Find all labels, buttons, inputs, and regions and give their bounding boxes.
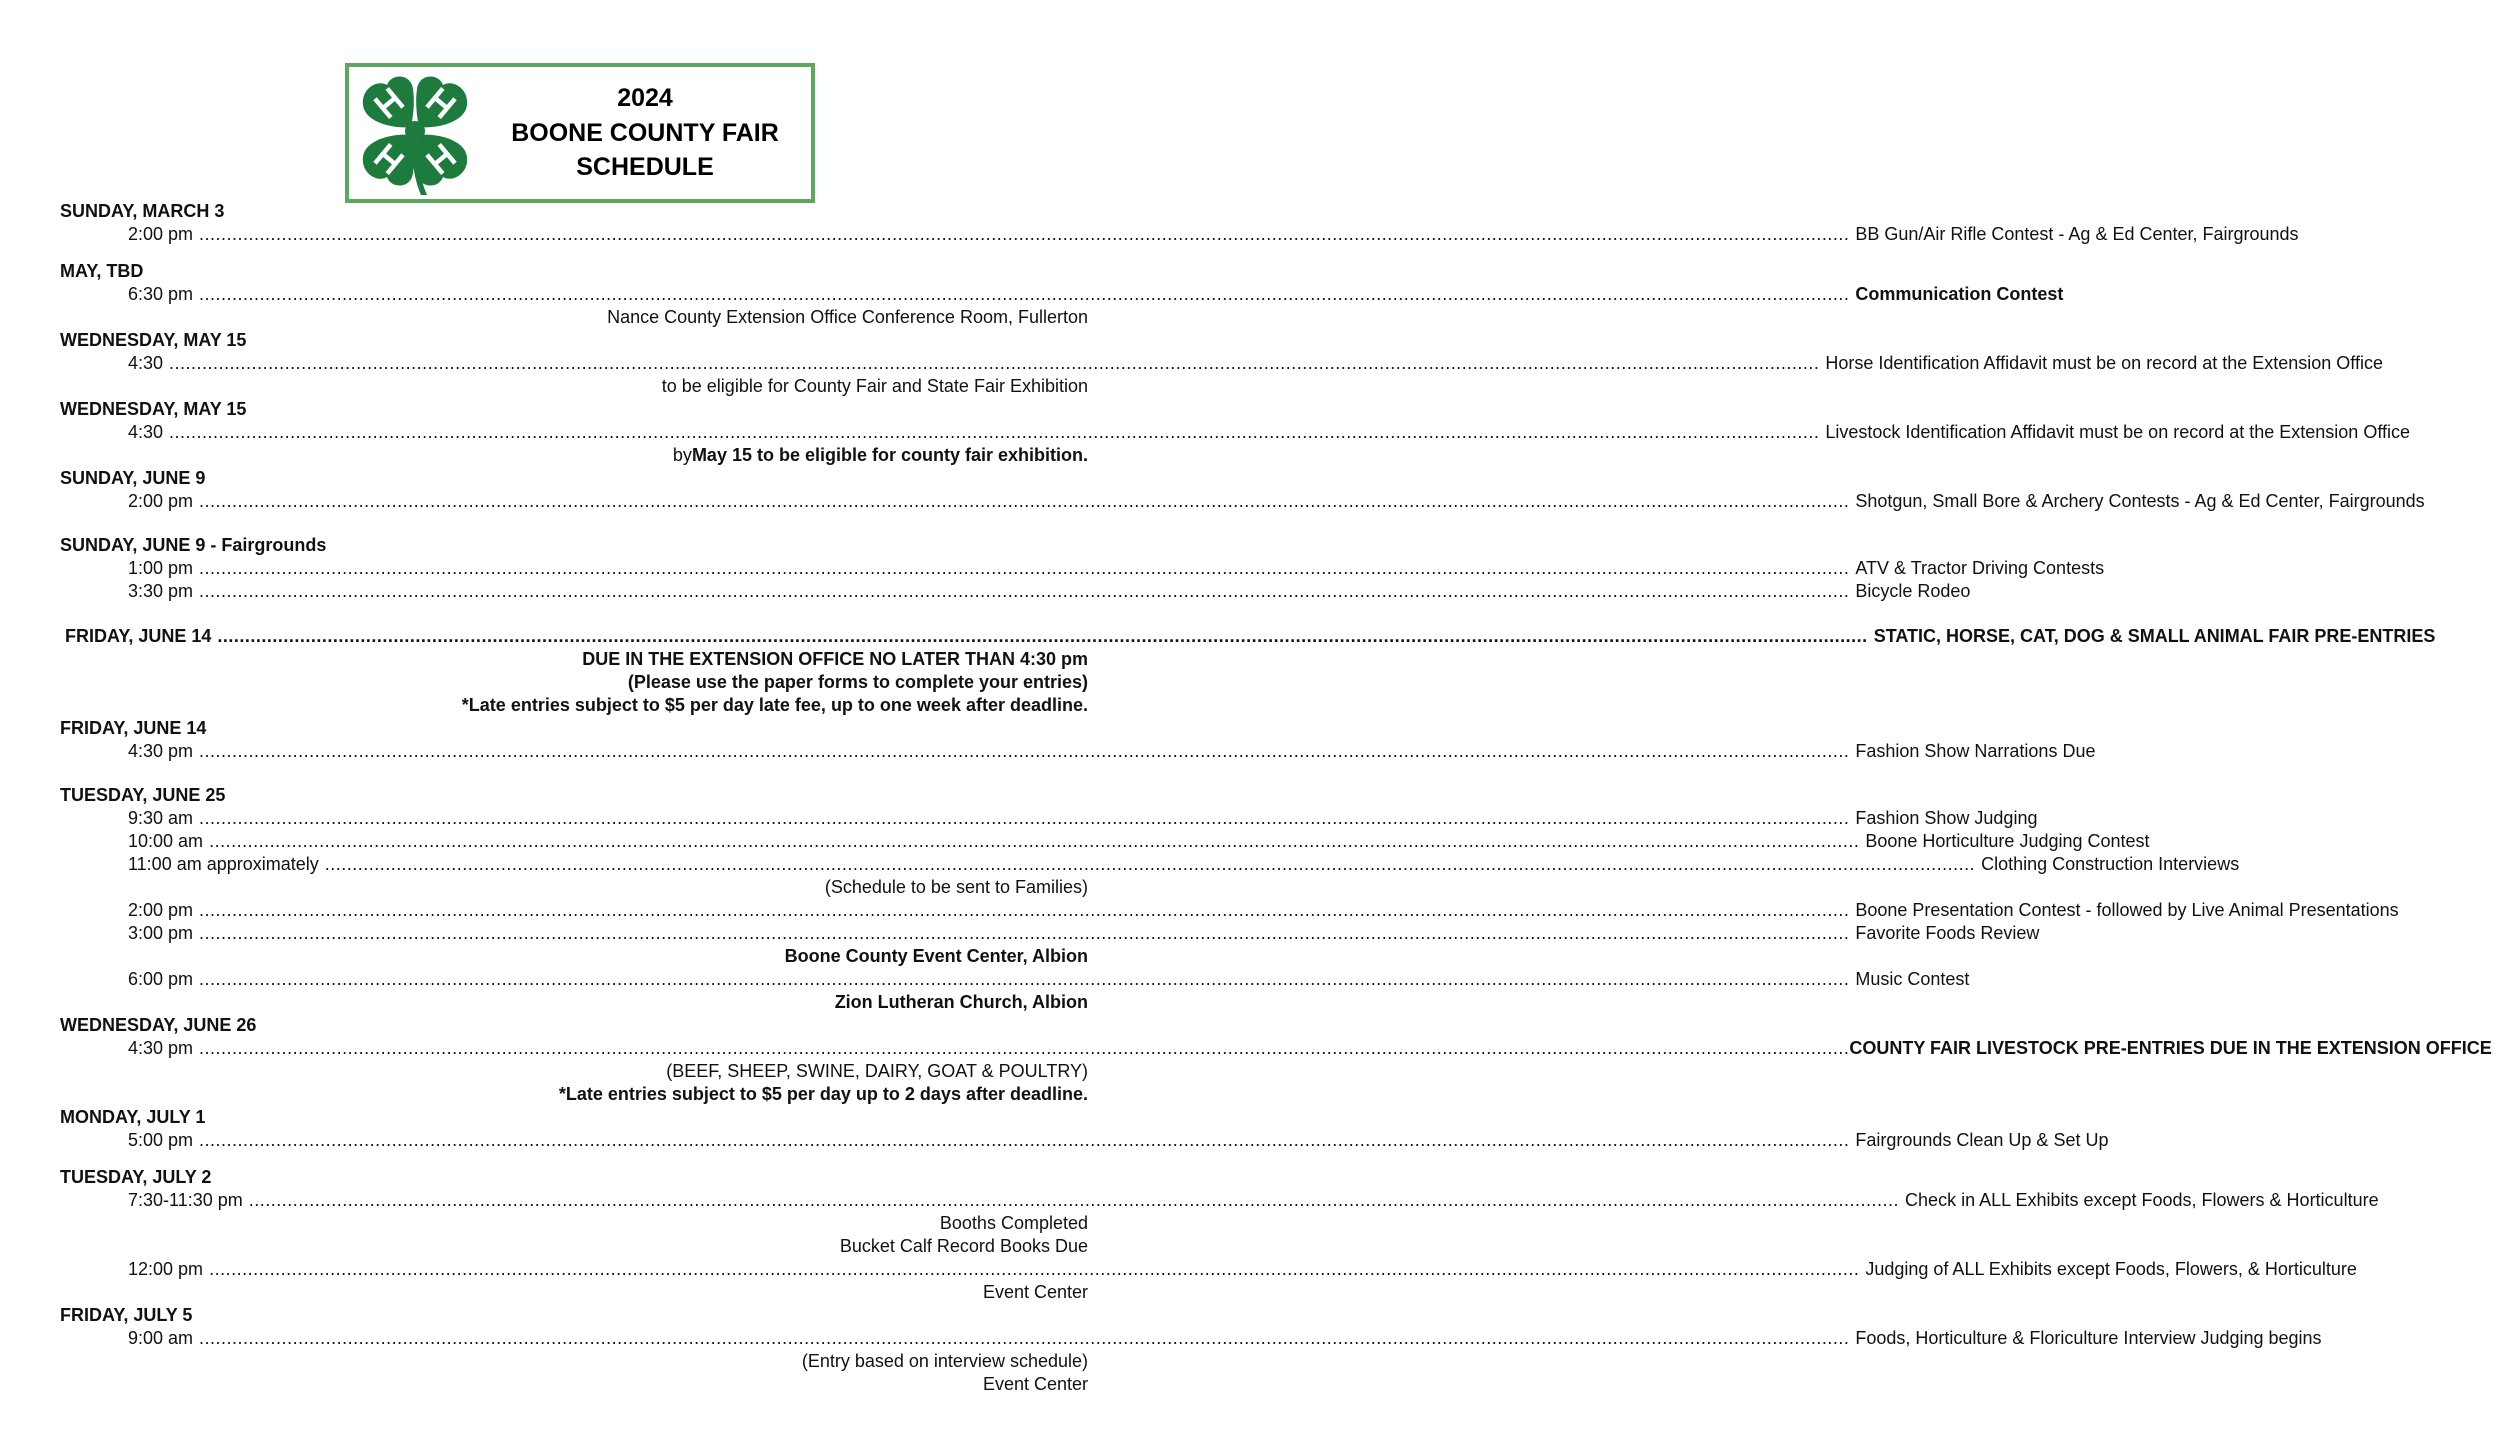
- text-segment: to be eligible for County Fair and State Fair Exhibition: [661, 376, 1088, 396]
- event-time: 4:30 pm: [128, 741, 194, 761]
- event-time: 2:00 pm: [128, 491, 194, 511]
- text-segment: Booths Completed: [939, 1213, 1088, 1233]
- event-continuation: [60, 1281, 1088, 1304]
- schedule-section: [60, 534, 2105, 603]
- event-continuation: [60, 1060, 1088, 1083]
- text-segment: Communication Contest: [1855, 284, 2064, 304]
- event-text: [1855, 740, 2099, 763]
- dot-leader: ............................................................................................................................................................................................................................................................................................................: [199, 1038, 1850, 1058]
- event-continuation: [60, 991, 1088, 1014]
- text-segment: Judging of ALL Exhibits except Foods, Flowers, & Horticulture: [1865, 1259, 2357, 1279]
- text-segment: DUE IN THE EXTENSION OFFICE NO LATER THAN 4:30 pm: [582, 649, 1088, 669]
- event-time: 3:00 pm: [128, 923, 194, 943]
- text-segment: Boone Horticulture Judging Contest: [1865, 831, 2150, 851]
- event-text: [1855, 490, 2428, 513]
- dot-leader: ............................................................................................................................................................................................................................................................................................................: [199, 558, 1850, 578]
- event-row: [60, 830, 2150, 853]
- dot-leader: ............................................................................................................................................................................................................................................................................................................: [199, 1328, 1850, 1348]
- text-segment: Shotgun, Small Bore & Archery Contests - Ag & Ed Center, Fairgrounds: [1855, 491, 2425, 511]
- dot-leader: ............................................................................................................................................................................................................................................................................................................: [248, 1190, 1900, 1210]
- text-segment: by: [672, 445, 692, 465]
- event-row: [60, 223, 2299, 246]
- text-segment: Nance County Extension Office Conference Room, Fullerton: [607, 307, 1088, 327]
- event-text: STATIC, HORSE, CAT, DOG & SMALL ANIMAL FAIR PRE-ENTRIES: [1873, 626, 2436, 646]
- event-text: [1865, 830, 2153, 853]
- date-heading: FRIDAY, JULY 5: [60, 1305, 193, 1325]
- text-segment: (Entry based on interview schedule): [801, 1351, 1088, 1371]
- event-text: [1855, 557, 2108, 580]
- event-time: 2:00 pm: [128, 224, 194, 244]
- schedule-section: [60, 1014, 2492, 1106]
- text-segment: *Late entries subject to $5 per day late fee, up to one week after deadline.: [461, 695, 1088, 715]
- event-continuation: [60, 1350, 1088, 1373]
- event-row: [60, 968, 1970, 991]
- schedule-section: [60, 625, 2436, 717]
- event-continuation: [60, 945, 1088, 968]
- event-time: 2:00 pm: [128, 900, 194, 920]
- text-segment: COUNTY FAIR LIVESTOCK PRE-ENTRIES DUE IN THE EXTENSION OFFICE: [1849, 1038, 2492, 1058]
- text-segment: Event Center: [982, 1374, 1088, 1394]
- text-segment: Music Contest: [1855, 969, 1970, 989]
- text-segment: Bicycle Rodeo: [1855, 581, 1971, 601]
- date-heading: WEDNESDAY, MAY 15: [60, 330, 247, 350]
- dot-leader: ............................................................................................................................................................................................................................................................................................................: [209, 831, 1860, 851]
- event-row: [60, 421, 2411, 444]
- event-continuation: [60, 1373, 1088, 1396]
- text-segment: BB Gun/Air Rifle Contest - Ag & Ed Center, Fairgrounds: [1855, 224, 2299, 244]
- event-continuation: [60, 694, 1088, 717]
- event-text: [1905, 1189, 2383, 1212]
- text-segment: Event Center: [982, 1282, 1088, 1302]
- schedule-section: [60, 784, 2399, 1014]
- text-segment: Boone Presentation Contest - followed by Live Animal Presentations: [1855, 900, 2399, 920]
- text-segment: Boone County Event Center, Albion: [784, 946, 1088, 966]
- schedule-section: [60, 329, 2383, 398]
- title-banner: [345, 63, 815, 203]
- event-time: 9:30 am: [128, 808, 194, 828]
- text-segment: Check in ALL Exhibits except Foods, Flowers & Horticulture: [1905, 1190, 2379, 1210]
- event-row: [60, 899, 2399, 922]
- event-row: [60, 1037, 2492, 1060]
- date-heading: SUNDAY, JUNE 9: [60, 468, 206, 488]
- text-segment: ATV & Tractor Driving Contests: [1855, 558, 2105, 578]
- title-sub: SCHEDULE: [576, 153, 714, 181]
- event-time: 1:00 pm: [128, 558, 194, 578]
- event-row: [60, 922, 2040, 945]
- event-text: [1865, 1258, 2361, 1281]
- event-text: [1825, 352, 2387, 375]
- dot-leader: ............................................................................................................................................................................................................................................................................................................: [199, 923, 1850, 943]
- dot-leader: ............................................................................................................................................................................................................................................................................................................: [199, 491, 1850, 511]
- text-segment: Bucket Calf Record Books Due: [839, 1236, 1088, 1256]
- date-heading: SUNDAY, MARCH 3: [60, 201, 225, 221]
- dot-leader: ............................................................................................................................................................................................................................................................................................................: [169, 422, 1820, 442]
- event-text: [1855, 223, 2302, 246]
- event-time: 5:00 pm: [128, 1130, 194, 1150]
- event-text: [1855, 1327, 2325, 1350]
- event-row: [60, 283, 2064, 306]
- schedule-list: [60, 200, 2492, 1396]
- event-time: 4:30: [128, 353, 164, 373]
- event-continuation: [60, 648, 1088, 671]
- dot-leader: ............................................................................................................................................................................................................................................................................................................: [199, 808, 1850, 828]
- event-time: 4:30 pm: [128, 1038, 194, 1058]
- date-heading: MONDAY, JULY 1: [60, 1107, 206, 1127]
- schedule-section: [60, 200, 2299, 246]
- event-time: 9:00 am: [128, 1328, 194, 1348]
- event-row: [60, 490, 2425, 513]
- event-row: [60, 580, 1971, 603]
- dot-leader: ............................................................................................................................................................................................................................................................................................................: [199, 900, 1850, 920]
- dot-leader: ............................................................................................................................................................................................................................................................................................................: [209, 1259, 1860, 1279]
- title-year: 2024: [617, 84, 673, 112]
- schedule-section: [60, 260, 2064, 329]
- text-segment: Foods, Horticulture & Floriculture Interview Judging begins: [1855, 1328, 2322, 1348]
- 4h-clover-icon: [355, 71, 475, 195]
- event-time: 11:00 am approximately: [128, 854, 319, 874]
- event-text: [1855, 1129, 2112, 1152]
- date-heading: SUNDAY, JUNE 9 - Fairgrounds: [60, 535, 327, 555]
- event-text: [1855, 283, 2067, 306]
- event-text: [1849, 1037, 2495, 1060]
- event-continuation: [60, 375, 1088, 398]
- event-row: [60, 1189, 2379, 1212]
- event-row: [60, 1129, 2109, 1152]
- text-segment: Zion Lutheran Church, Albion: [834, 992, 1088, 1012]
- event-continuation: [60, 671, 1088, 694]
- dot-leader: ............................................................................................................................................................................................................................................................................................................: [324, 854, 1976, 874]
- event-continuation: [60, 876, 1088, 899]
- event-continuation: [60, 1235, 1088, 1258]
- event-time: 6:30 pm: [128, 284, 194, 304]
- text-segment: Clothing Construction Interviews: [1981, 854, 2240, 874]
- event-text: [1981, 853, 2243, 876]
- event-row: [60, 807, 2038, 830]
- text-segment: (BEEF, SHEEP, SWINE, DAIRY, GOAT & POULTRY): [666, 1061, 1088, 1081]
- event-text: [1855, 922, 2043, 945]
- event-time: 3:30 pm: [128, 581, 194, 601]
- event-time: 4:30: [128, 422, 164, 442]
- date-heading: WEDNESDAY, JUNE 26: [60, 1015, 257, 1035]
- date-heading: TUESDAY, JULY 2: [60, 1167, 212, 1187]
- schedule-section: [60, 398, 2411, 467]
- dot-leader: ............................................................................................................................................................................................................................................................................................................: [199, 969, 1850, 989]
- dot-leader: ............................................................................................................................................................................................................................................................................................................: [199, 741, 1850, 761]
- event-text: [1825, 421, 2414, 444]
- schedule-section: [60, 1106, 2109, 1152]
- event-continuation: [60, 306, 1088, 329]
- event-text: [1855, 899, 2402, 922]
- event-continuation: [60, 444, 1088, 467]
- text-segment: *Late entries subject to $5 per day up to 2 days after deadline.: [558, 1084, 1088, 1104]
- event-text: [1855, 580, 1974, 603]
- event-time: 12:00 pm: [128, 1259, 204, 1279]
- text-segment: Fashion Show Judging: [1855, 808, 2038, 828]
- text-segment: (Please use the paper forms to complete your entries): [627, 672, 1088, 692]
- event-time: 10:00 am: [128, 831, 204, 851]
- dot-leader: ............................................................................................................................................................................................................................................................................................................: [217, 626, 1868, 646]
- date-heading: MAY, TBD: [60, 261, 144, 281]
- event-row: [60, 1258, 2357, 1281]
- text-segment: Favorite Foods Review: [1855, 923, 2040, 943]
- event-row: [60, 352, 2383, 375]
- date-heading-row: [60, 625, 2436, 648]
- event-row: [60, 1327, 2322, 1350]
- dot-leader: ............................................................................................................................................................................................................................................................................................................: [199, 224, 1850, 244]
- event-text: [1855, 807, 2041, 830]
- text-segment: Fashion Show Narrations Due: [1855, 741, 2096, 761]
- dot-leader: ............................................................................................................................................................................................................................................................................................................: [199, 1130, 1850, 1150]
- text-segment: (Schedule to be sent to Families): [824, 877, 1088, 897]
- title-main: BOONE COUNTY FAIR: [511, 118, 779, 147]
- event-row: [60, 740, 2096, 763]
- dot-leader: ............................................................................................................................................................................................................................................................................................................: [169, 353, 1820, 373]
- schedule-section: [60, 1304, 2322, 1396]
- event-row: [60, 557, 2105, 580]
- schedule-section: [60, 1166, 2379, 1304]
- date-heading: FRIDAY, JUNE 14: [65, 626, 212, 646]
- dot-leader: ............................................................................................................................................................................................................................................................................................................: [199, 581, 1850, 601]
- event-text: [1855, 968, 1973, 991]
- date-heading: TUESDAY, JUNE 25: [60, 785, 226, 805]
- text-segment: Livestock Identification Affidavit must be on record at the Extension Office: [1825, 422, 2411, 442]
- text-segment: Horse Identification Affidavit must be on record at the Extension Office: [1825, 353, 2383, 373]
- schedule-section: [60, 467, 2425, 513]
- date-heading: FRIDAY, JUNE 14: [60, 718, 207, 738]
- page-title: [479, 81, 811, 185]
- text-segment: Fairgrounds Clean Up & Set Up: [1855, 1130, 2109, 1150]
- date-heading: WEDNESDAY, MAY 15: [60, 399, 247, 419]
- event-time: 6:00 pm: [128, 969, 194, 989]
- event-row: [60, 853, 2240, 876]
- event-time: 7:30-11:30 pm: [128, 1190, 243, 1210]
- dot-leader: ............................................................................................................................................................................................................................................................................................................: [199, 284, 1850, 304]
- event-continuation: [60, 1083, 1088, 1106]
- text-segment: May 15 to be eligible for county fair exhibition.: [691, 445, 1088, 465]
- event-continuation: [60, 1212, 1088, 1235]
- schedule-section: [60, 717, 2096, 763]
